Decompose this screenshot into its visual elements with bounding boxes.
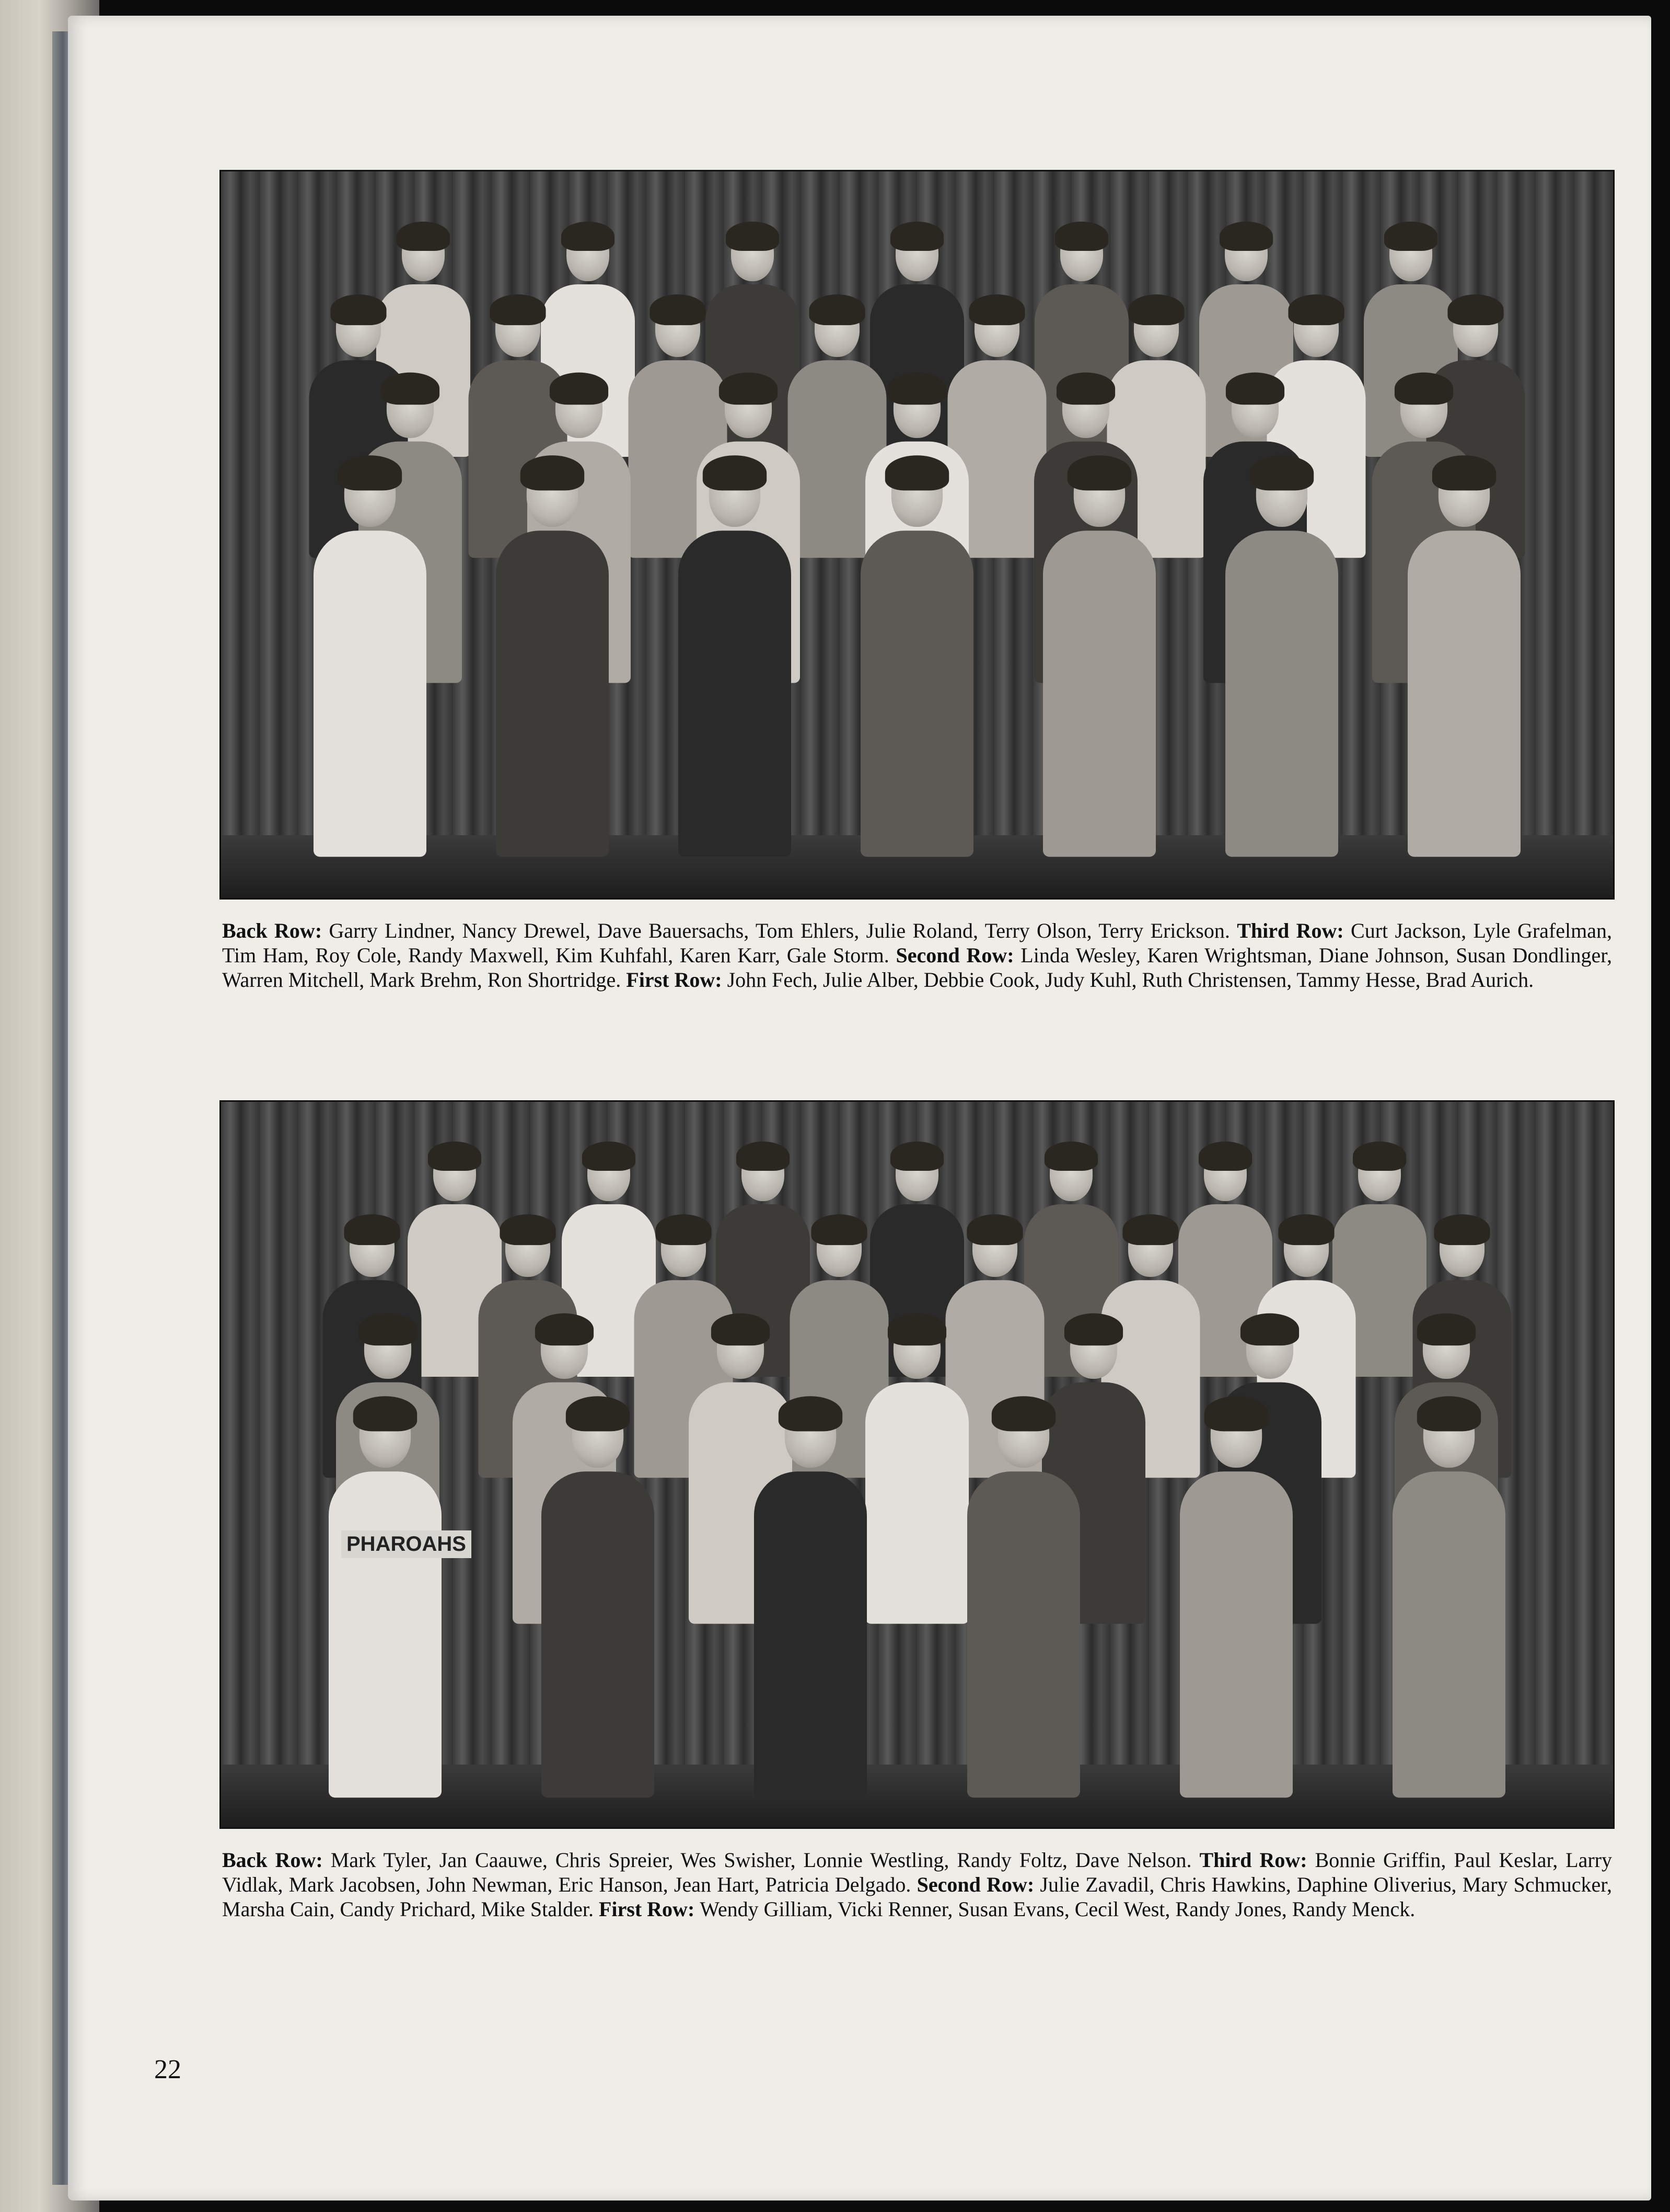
caption-row-label: First Row:	[598, 1897, 700, 1921]
caption-row-names: Curt Jackson, Lyle Grafelman, Tim Ham, Roy Cole, Randy Maxwell, Kim Kuhfahl, Karen Karr, Gale Storm.	[222, 919, 1612, 967]
student-figure	[754, 1405, 867, 1798]
caption-row-label: First Row:	[626, 968, 727, 992]
photo-1-caption	[222, 918, 1612, 992]
student-figure	[329, 1405, 442, 1798]
student-figure	[496, 464, 609, 857]
page-number: 22	[154, 2055, 181, 2084]
class-photo-2	[219, 1100, 1615, 1829]
student-figure	[314, 464, 426, 857]
caption-row-label: Third Row:	[1237, 919, 1351, 942]
caption-row-label: Second Row:	[896, 943, 1021, 967]
caption-row-names: Linda Wesley, Karen Wrightsman, Diane Johnson, Susan Dondlinger, Warren Mitchell, Mark Brehm, Ron Shortridge.	[222, 943, 1612, 992]
student-figure	[541, 1405, 654, 1798]
caption-row-names: Mark Tyler, Jan Caauwe, Chris Spreier, Wes Swisher, Lonnie Westling, Randy Foltz, Dave Nelson.	[330, 1848, 1200, 1872]
caption-row-label: Third Row:	[1199, 1848, 1315, 1872]
student-figure	[1393, 1405, 1505, 1798]
student-figure	[1225, 464, 1338, 857]
caption-row-names: Bonnie Griffin, Paul Keslar, Larry Vidlak, Mark Jacobsen, John Newman, Eric Hanson, Jean Hart, Patricia Delgado.	[222, 1848, 1612, 1896]
class-photo-1	[219, 170, 1615, 900]
caption-row-label: Back Row:	[222, 919, 329, 942]
caption-row-names: Julie Zavadil, Chris Hawkins, Daphine Oliverius, Mary Schmucker, Marsha Cain, Candy Prichard, Mike Stalder.	[222, 1873, 1612, 1921]
caption-row-label: Second Row:	[917, 1873, 1040, 1896]
yearbook-page	[68, 16, 1651, 2201]
student-figure	[861, 464, 973, 857]
photo-2-caption	[222, 1848, 1612, 1921]
caption-row-names: Garry Lindner, Nancy Drewel, Dave Bauersachs, Tom Ehlers, Julie Roland, Terry Olson, Terry Erickson.	[329, 919, 1237, 942]
pharoahs-shirt-text: PHAROAHS	[341, 1530, 471, 1558]
student-figure	[1408, 464, 1521, 857]
student-figure	[678, 464, 791, 857]
student-figure	[967, 1405, 1080, 1798]
student-figure	[865, 1321, 969, 1624]
caption-row-names: John Fech, Julie Alber, Debbie Cook, Judy Kuhl, Ruth Christensen, Tammy Hesse, Brad Aurich.	[727, 968, 1534, 992]
student-figure	[1180, 1405, 1293, 1798]
student-figure	[1043, 464, 1156, 857]
caption-row-names: Wendy Gilliam, Vicki Renner, Susan Evans, Cecil West, Randy Jones, Randy Menck.	[700, 1897, 1416, 1921]
caption-row-label: Back Row:	[222, 1848, 331, 1872]
